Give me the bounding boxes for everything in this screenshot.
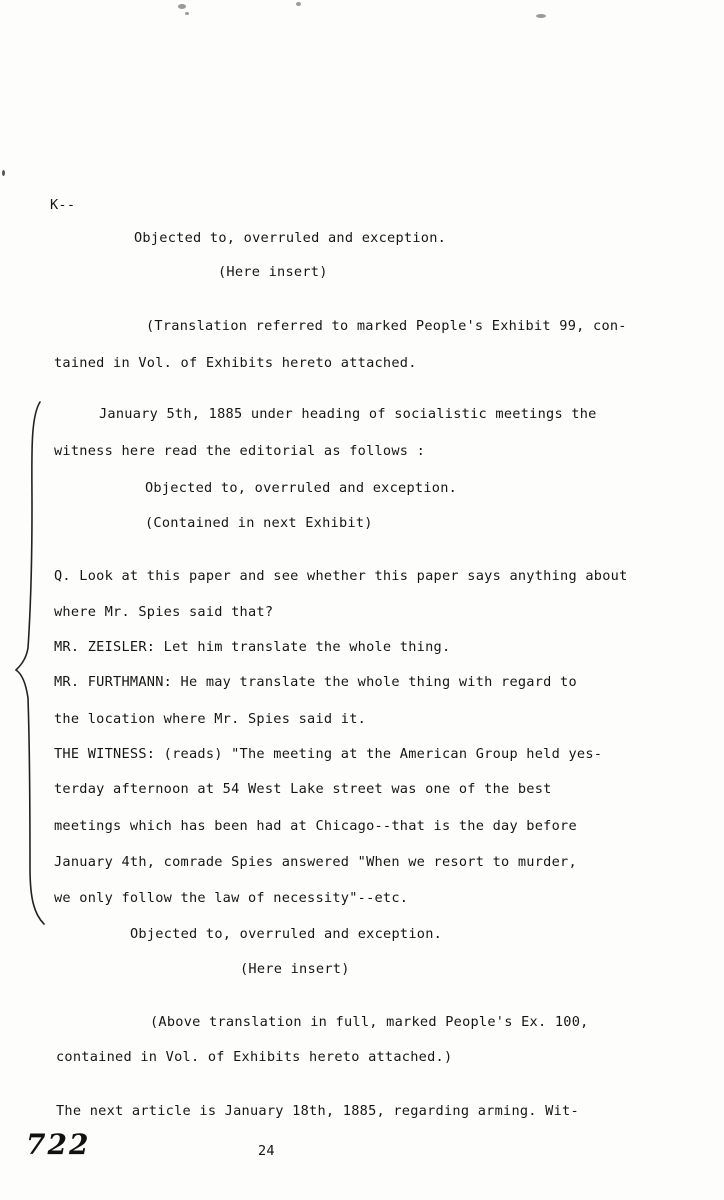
scan-speck	[185, 12, 189, 15]
text-line: MR. FURTHMANN: He may translate the whole thing with regard to	[54, 674, 577, 690]
margin-bracket	[10, 398, 50, 928]
text-line: (Here insert)	[240, 961, 350, 977]
text-line: (Here insert)	[218, 264, 328, 280]
text-line: meetings which has been had at Chicago--that is the day before	[54, 818, 577, 834]
text-line: Objected to, overruled and exception.	[130, 926, 443, 942]
text-line: January 4th, comrade Spies answered "When we resort to murder,	[54, 854, 577, 870]
text-line: witness here read the editorial as follows :	[54, 443, 426, 459]
text-line: where Mr. Spies said that?	[54, 604, 274, 620]
text-line: the location where Mr. Spies said it.	[54, 711, 367, 727]
text-line: tained in Vol. of Exhibits hereto attached.	[54, 355, 417, 371]
scan-speck	[536, 14, 546, 18]
section-mark: K--	[50, 197, 76, 213]
text-line: Q. Look at this paper and see whether this paper says anything about	[54, 568, 628, 584]
page-number: 24	[258, 1143, 275, 1159]
text-line: contained in Vol. of Exhibits hereto attached.)	[56, 1049, 453, 1065]
text-line: The next article is January 18th, 1885, regarding arming. Wit-	[56, 1103, 579, 1119]
text-line: (Contained in next Exhibit)	[145, 515, 373, 531]
handwritten-page-number: 722	[26, 1128, 91, 1161]
text-line: MR. ZEISLER: Let him translate the whole thing.	[54, 639, 451, 655]
text-line: (Translation referred to marked People's Exhibit 99, con-	[146, 318, 627, 334]
text-line: terday afternoon at 54 West Lake street was one of the best	[54, 781, 552, 797]
text-line: we only follow the law of necessity"--etc.	[54, 890, 409, 906]
text-line: THE WITNESS: (reads) "The meeting at the American Group held yes-	[54, 746, 603, 762]
text-line: Objected to, overruled and exception.	[145, 480, 458, 496]
scan-speck	[296, 2, 301, 6]
scan-speck	[178, 4, 186, 9]
text-line: (Above translation in full, marked People's Ex. 100,	[150, 1014, 589, 1030]
scan-speck	[2, 170, 5, 176]
text-line: January 5th, 1885 under heading of socialistic meetings the	[99, 406, 597, 422]
text-line: Objected to, overruled and exception.	[134, 230, 447, 246]
